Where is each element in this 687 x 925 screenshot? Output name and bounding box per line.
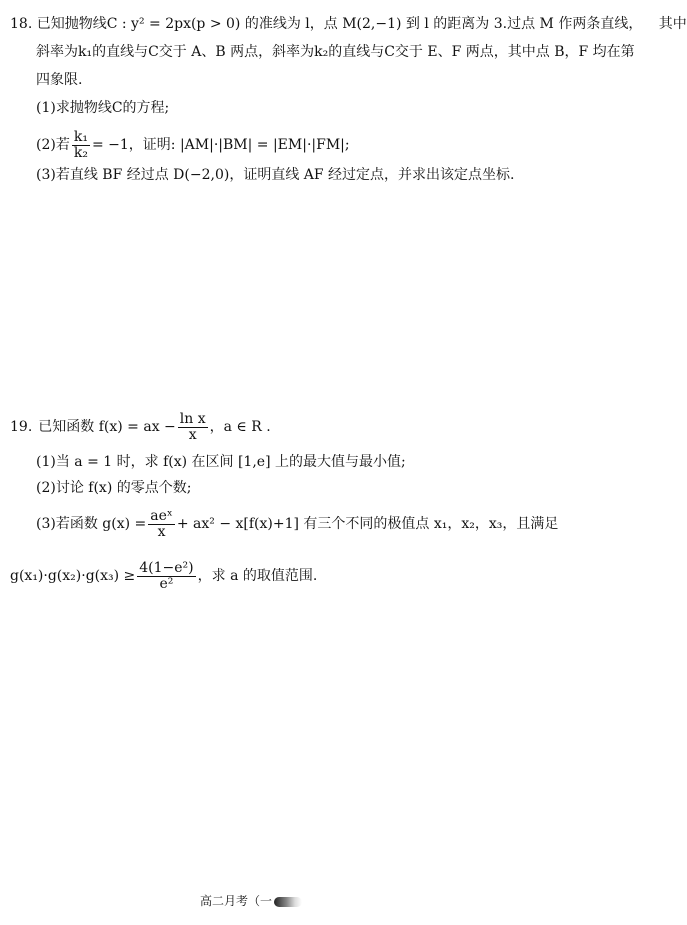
problem-18-part-1: (1)求抛物线C的方程; xyxy=(36,100,170,116)
fraction-numerator: 4(1−e²) xyxy=(139,559,194,576)
page-footer xyxy=(200,892,302,909)
problem-19-condition-prefix: g(x₁)·g(x₂)·g(x₃) ≥ xyxy=(10,568,136,584)
problem-18-stem-part-b: 其中 xyxy=(658,16,687,32)
problem-19-condition xyxy=(10,556,317,596)
footer-text: 高二月考（一 xyxy=(200,894,273,908)
problem-18-part-2-suffix: = −1，证明: |AM|·|BM| = |EM|·|FM|; xyxy=(91,137,350,153)
problem-19-condition-suffix: ，求 a 的取值范围. xyxy=(197,568,318,584)
fraction-denominator: x xyxy=(188,426,197,443)
fraction-denominator: k₂ xyxy=(73,144,88,161)
problem-18-number: 18. xyxy=(10,16,33,32)
fraction-denominator: x xyxy=(157,523,166,540)
problem-19-part-1: (1)当 a = 1 时，求 f(x) 在区间 [1,e] 上的最大值与最小值; xyxy=(36,454,406,470)
problem-19-part-2: (2)讨论 f(x) 的零点个数; xyxy=(36,480,192,496)
problem-18-line-3: 四象限. xyxy=(36,72,83,88)
problem-19-number: 19. xyxy=(10,419,33,435)
fraction-numerator: k₁ xyxy=(73,128,88,145)
problem-19-stem-suffix: ，a ∈ R . xyxy=(209,419,271,435)
problem-19-part-3-suffix: + ax² − x[f(x)+1] 有三个不同的极值点 x₁，x₂，x₃，且满足 xyxy=(176,516,559,532)
problem-19-part-3-fraction xyxy=(148,509,175,540)
fraction-denominator: e² xyxy=(159,575,174,592)
problem-18-stem-part-a: 已知抛物线C : y² = 2px(p > 0) 的准线为 l，点 M(2,−1) 到 l 的距离为 3.过点 M 作两条直线， xyxy=(36,16,643,32)
problem-18-part-2 xyxy=(36,128,350,162)
problem-19-line-1 xyxy=(10,410,271,444)
fraction-numerator: aeˣ xyxy=(150,507,173,524)
problem-19-condition-fraction xyxy=(137,561,195,592)
problem-18-line-2: 斜率为k₁的直线与C交于 A、B 两点，斜率为k₂的直线与C交于 E、F 两点，其中点 B，F 均在第 xyxy=(36,44,635,60)
problem-19-stem-prefix: 已知函数 f(x) = ax − xyxy=(38,419,176,435)
footer-smudge xyxy=(274,897,302,907)
problem-18-part-2-fraction xyxy=(72,130,90,161)
problem-19-part-3-prefix: (3)若函数 g(x) = xyxy=(36,516,147,532)
fraction-numerator: ln x xyxy=(179,410,206,427)
problem-19-part-3 xyxy=(36,506,558,542)
problem-18-part-3: (3)若直线 BF 经过点 D(−2,0)，证明直线 AF 经过定点，并求出该定点坐标. xyxy=(36,167,515,183)
problem-19-stem-fraction xyxy=(178,412,208,443)
problem-18-line-1 xyxy=(10,14,687,34)
problem-18-part-2-prefix: (2)若 xyxy=(36,137,70,153)
